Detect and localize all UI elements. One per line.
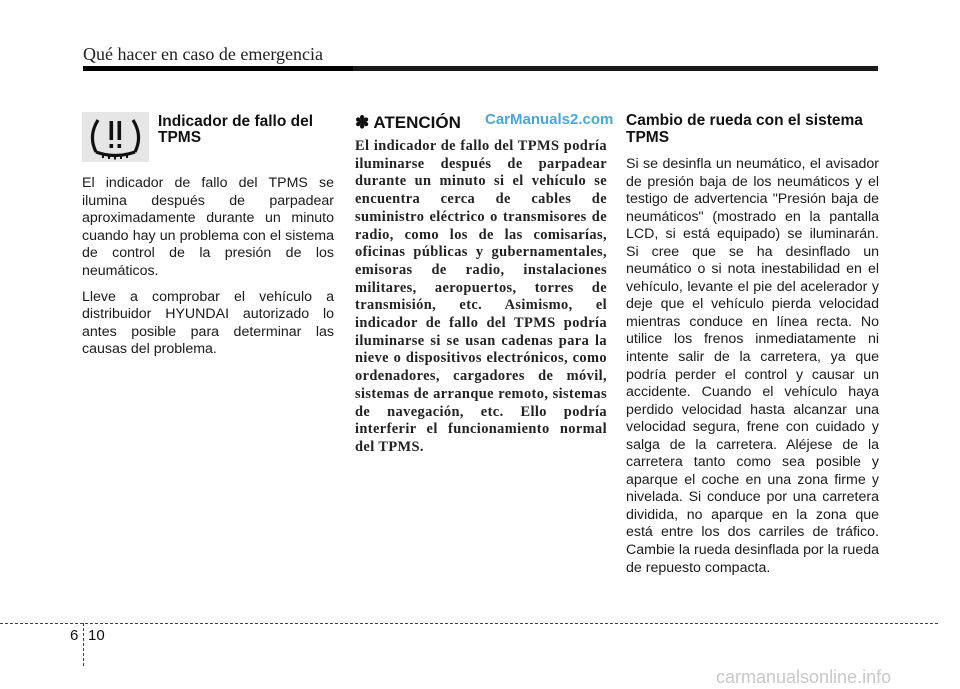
footer-rule bbox=[0, 623, 938, 624]
column-middle bbox=[355, 111, 614, 457]
tpms-tire-exclamation-icon bbox=[82, 112, 149, 162]
indicator-title: Indicador de fallo del TPMS bbox=[158, 113, 314, 146]
header-title: Qué hacer en caso de emergencia bbox=[83, 44, 324, 64]
tire-change-text: Si se desinfla un neumático, el avisador de presión baja de los neumáticos y el testigo de advertencia "Presión baja de neumáticos" (mostrado en la pantalla LCD, si está equipado) se iluminarán. Si cree que se ha desinflado un neumático o si nota inestabilidad en el vehículo, levante el pie del acelerador y deje que el vehículo pierda velocidad mientras conduce en línea recta. No utilice los frenos inmediatamente ni intente salir de la carretera, ya que podría perder el control y causar un accidente. Cuando el vehículo haya perdido velocidad hasta alcanzar una velocidad segura, frene con cuidado y salga de la carretera. Aléjese de la carretera tanto como sea posible y aparque el coche en una zona firme y nivelada. Si conduce por una carretera dividida, no aparque en la zona que está entre los dos carriles de tráfico. Cambie la rueda desinflada por la rueda de repuesto compacta. bbox=[626, 156, 879, 576]
attention-text: El indicador de fallo del TPMS podría iluminarse después de parpadear durante un minuto si el vehículo se encuentra cerca de cables de suministro eléctrico o transmisores de radio, como los de las comisarías, oficinas públicas y gubernamentales, emisoras de radio, instalaciones militares, aeropuertos, torres de transmisión, etc. Asimismo, el indicador de fallo del TPMS podría iluminarse si se usan cadenas para la nieve o dispositivos electrónicos, como ordenadores, cargadores de móvil, sistemas de arranque remoto, sistemas de navegación, etc. Ello podría interferir el funcionamiento normal del TPMS. bbox=[355, 138, 607, 455]
page-number: 10 bbox=[88, 627, 105, 644]
footer-vertical-rule bbox=[83, 623, 84, 666]
column-right bbox=[626, 112, 879, 585]
watermark-logo: CarManuals2.com bbox=[485, 111, 614, 128]
attention-heading: ✽ ATENCIÓN bbox=[355, 113, 461, 132]
header-rule bbox=[83, 66, 878, 71]
paragraph-2: Lleve a comprobar el vehículo a distribuidor HYUNDAI autorizado lo antes posible para determinar las causas del problema. bbox=[82, 288, 334, 358]
chapter-number: 6 bbox=[70, 627, 79, 644]
section-title: Cambio de rueda con el sistema TPMS bbox=[626, 112, 863, 146]
footer-watermark: carmanualsonline.info bbox=[716, 667, 892, 687]
tpms-warning-icon bbox=[82, 112, 149, 162]
paragraph-1: El indicador de fallo del TPMS se ilumina después de parpadear aproximadamente durante un minuto cuando hay un problema con el sistema de control de la presión de los neumáticos. bbox=[82, 175, 334, 279]
